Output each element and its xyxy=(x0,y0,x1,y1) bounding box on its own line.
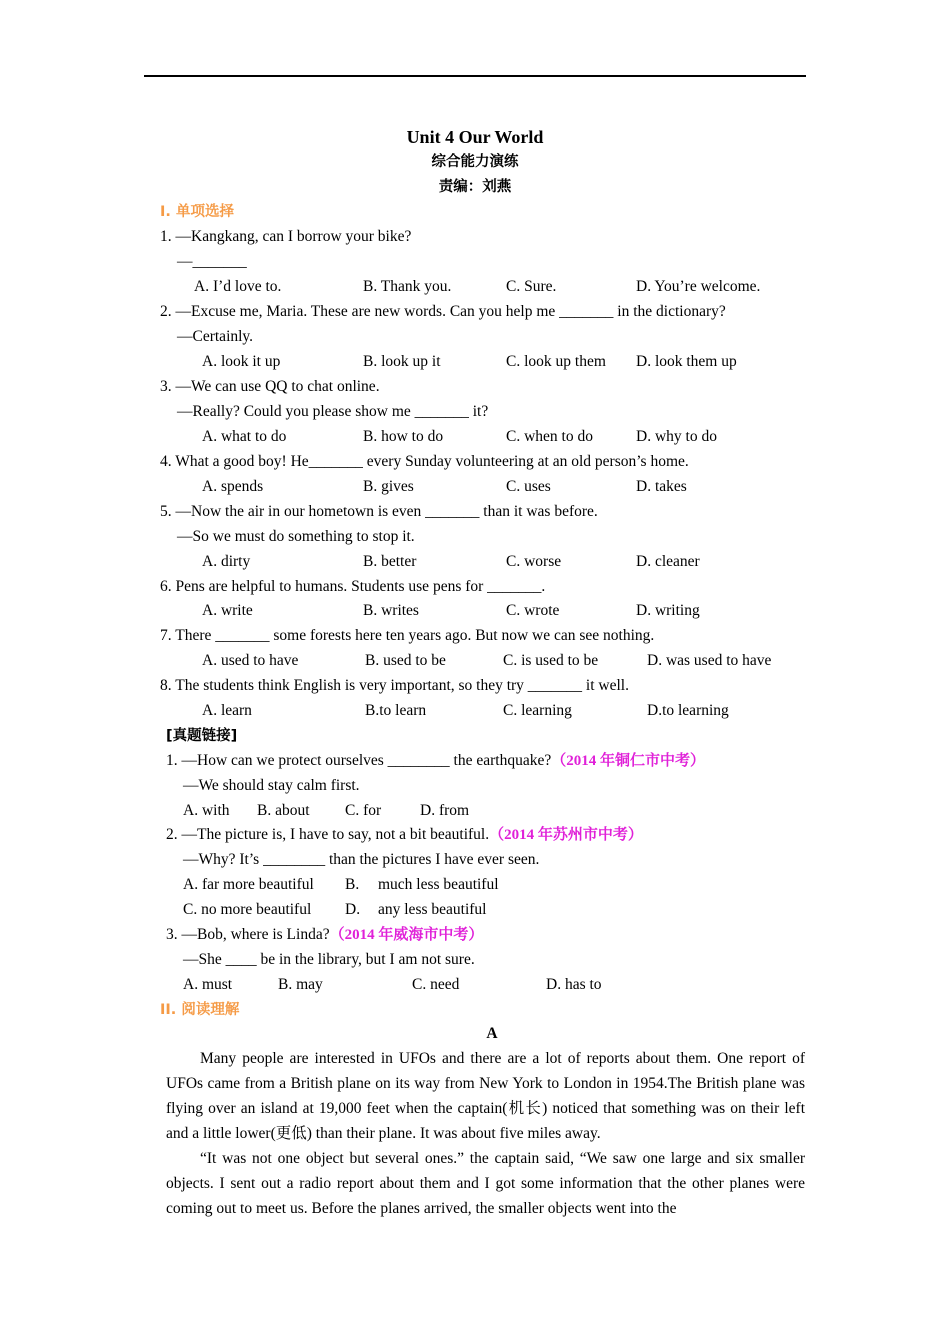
q7-option-d: D. was used to have xyxy=(647,652,772,669)
q5-option-d: D. cleaner xyxy=(636,553,700,570)
question-2-line-2: —Certainly. xyxy=(177,328,254,345)
real-exam-q2-option-b: much less beautiful xyxy=(378,876,499,893)
real-exam-q1-reply: —We should stay calm first. xyxy=(183,777,360,794)
q7-option-b: B. used to be xyxy=(365,652,446,669)
question-1-line-2: —_______ xyxy=(177,253,247,270)
real-exam-q3-option-b: B. may xyxy=(278,976,323,993)
q6-option-b: B. writes xyxy=(363,602,419,619)
real-exam-q2-option-b-letter: B. xyxy=(345,876,360,893)
page-subtitle: 综合能力演练 xyxy=(431,154,519,170)
q8-option-a: A. learn xyxy=(202,702,252,719)
real-exam-q2-option-c: C. no more beautiful xyxy=(183,901,312,918)
q3-option-a: A. what to do xyxy=(202,428,287,445)
q6-option-a: A. write xyxy=(202,602,253,619)
real-exam-q3-option-c: C. need xyxy=(412,976,460,993)
real-exam-question-2 xyxy=(166,825,643,845)
real-exam-q1-option-a: A. with xyxy=(183,802,230,819)
real-exam-q1-option-b: B. about xyxy=(257,802,310,819)
q5-option-b: B. better xyxy=(363,553,417,570)
q4-option-b: B. gives xyxy=(363,478,414,495)
real-exam-q3-source: （2014 年威海市中考） xyxy=(329,927,484,943)
real-exam-q2-option-d: any less beautiful xyxy=(378,901,487,918)
q4-option-c: C. uses xyxy=(506,478,551,495)
real-exam-question-3 xyxy=(166,925,483,945)
real-exam-q2-option-a: A. far more beautiful xyxy=(183,876,314,893)
q6-option-c: C. wrote xyxy=(506,602,560,619)
passage-paragraph-2: “It was not one object but several ones.” the captain said, “We saw one large and six smaller objects. I sent out a radio report about them and I got some information that the other planes were coming out to meet us. Before the planes arrived, the smaller objects went into the xyxy=(166,1150,805,1217)
q2-option-c: C. look up them xyxy=(506,353,606,370)
editor-line: 责编：刘燕 xyxy=(438,179,512,195)
q5-option-c: C. worse xyxy=(506,553,562,570)
passage-label: A xyxy=(486,1025,498,1042)
page-title: Unit 4 Our World xyxy=(406,127,544,147)
real-exam-q3-reply: —She ____ be in the library, but I am not sure. xyxy=(183,951,475,968)
real-exam-q3-option-d: D. has to xyxy=(546,976,602,993)
question-5-line-2: —So we must do something to stop it. xyxy=(177,528,415,545)
q2-option-b: B. look up it xyxy=(363,353,441,370)
q3-option-c: C. when to do xyxy=(506,428,593,445)
section-heading-2: II. 阅读理解 xyxy=(160,1002,240,1018)
real-exam-q1-text: 1. —How can we protect ourselves ________ the earthquake? xyxy=(166,752,552,769)
real-exam-q2-source: （2014 年苏州市中考） xyxy=(489,827,643,843)
real-exam-q1-option-d: D. from xyxy=(420,802,470,819)
q4-option-a: A. spends xyxy=(202,478,264,495)
q1-option-c: C. Sure. xyxy=(506,278,557,295)
q7-option-c: C. is used to be xyxy=(503,652,599,669)
question-7-line-1: 7. There _______ some forests here ten years ago. But now we can see nothing. xyxy=(160,627,655,644)
question-4-line-1: 4. What a good boy! He_______ every Sunday volunteering at an old person’s home. xyxy=(160,453,689,470)
passage-paragraph-1: Many people are interested in UFOs and there are a lot of reports about them. One report of UFOs came from a British plane on its way from New York to London in 1954.The British plane was flying over an island at 19,000 feet when the captain(机长) noticed that something was on their left and a little lower(更低) than their plane. It was about five miles away. xyxy=(166,1050,805,1142)
q1-option-b: B. Thank you. xyxy=(363,278,452,295)
question-1-line-1: 1. —Kangkang, can I borrow your bike? xyxy=(160,228,412,245)
q6-option-d: D. writing xyxy=(636,602,700,619)
real-exam-q3-text: 3. —Bob, where is Linda? xyxy=(166,926,330,943)
q1-option-a: A. I’d love to. xyxy=(194,278,282,295)
header-rule xyxy=(144,75,806,77)
section-heading-1: I. 单项选择 xyxy=(160,204,234,220)
q8-option-c: C. learning xyxy=(503,702,572,719)
q3-option-b: B. how to do xyxy=(363,428,444,445)
q7-option-a: A. used to have xyxy=(202,652,299,669)
question-3-line-1: 3. —We can use QQ to chat online. xyxy=(160,378,380,395)
real-exam-q2-text: 2. —The picture is, I have to say, not a bit beautiful. xyxy=(166,826,490,843)
question-8-line-1: 8. The students think English is very important, so they try _______ it well. xyxy=(160,677,629,694)
question-2-line-1: 2. —Excuse me, Maria. These are new words. Can you help me _______ in the dictionary? xyxy=(160,303,726,320)
real-exam-q1-option-c: C. for xyxy=(345,802,382,819)
real-exam-heading: [真题链接] xyxy=(166,728,238,744)
real-exam-q2-option-d-letter: D. xyxy=(345,901,361,918)
q8-option-d: D.to learning xyxy=(647,702,729,719)
q8-option-b: B.to learn xyxy=(365,702,427,719)
q4-option-d: D. takes xyxy=(636,478,687,495)
q5-option-a: A. dirty xyxy=(202,553,251,570)
q1-option-d: D. You’re welcome. xyxy=(636,278,761,295)
real-exam-q1-source: （2014 年铜仁市中考） xyxy=(551,753,705,769)
question-5-line-1: 5. —Now the air in our hometown is even _______ than it was before. xyxy=(160,503,598,520)
q2-option-d: D. look them up xyxy=(636,353,737,370)
real-exam-question-1 xyxy=(166,751,705,771)
q3-option-d: D. why to do xyxy=(636,428,717,445)
real-exam-q3-option-a: A. must xyxy=(183,976,233,993)
question-6-line-1: 6. Pens are helpful to humans. Students use pens for _______. xyxy=(160,578,546,595)
q2-option-a: A. look it up xyxy=(202,353,281,370)
real-exam-q2-reply: —Why? It’s ________ than the pictures I have ever seen. xyxy=(183,851,540,868)
question-3-line-2: —Really? Could you please show me _______ it? xyxy=(177,403,489,420)
